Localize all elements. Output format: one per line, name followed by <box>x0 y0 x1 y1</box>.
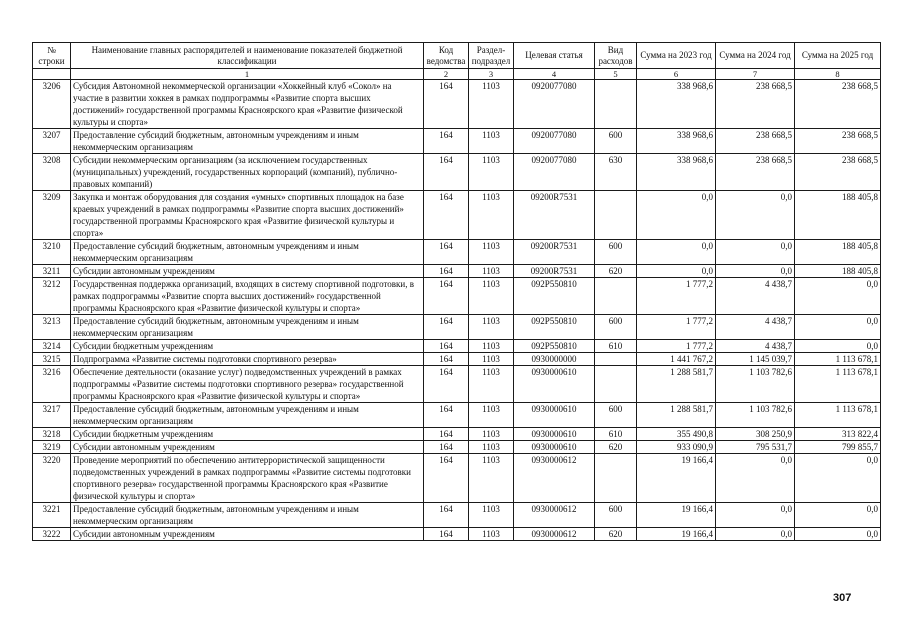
section-cell: 1103 <box>469 154 514 191</box>
sum-2025-cell: 1 113 678,1 <box>795 403 881 428</box>
sum-2024-cell: 4 438,7 <box>716 340 795 353</box>
section-cell: 1103 <box>469 441 514 454</box>
expense-kind-cell <box>595 366 637 403</box>
target-item-cell: 092P550810 <box>514 340 595 353</box>
column-number <box>33 69 71 80</box>
row-name-cell: Закупка и монтаж оборудования для создания «умных» спортивных площадок на базе краевых учреждений в рамках подпрограммы «Развитие спорта высших достижений» государственной программы Красноярского края «Развитие физической культуры и спорта» <box>71 191 424 240</box>
sum-2025-cell: 0,0 <box>795 278 881 315</box>
sum-2025-cell: 188 405,8 <box>795 191 881 240</box>
expense-kind-cell: 620 <box>595 441 637 454</box>
table-header <box>33 43 881 80</box>
target-item-cell: 0920077080 <box>514 154 595 191</box>
target-item-cell: 0930000612 <box>514 454 595 503</box>
sum-2024-cell: 308 250,9 <box>716 428 795 441</box>
table-row <box>33 366 881 403</box>
sum-2023-cell: 0,0 <box>637 265 716 278</box>
section-cell: 1103 <box>469 129 514 154</box>
sum-2025-cell: 0,0 <box>795 340 881 353</box>
sum-2025-cell: 0,0 <box>795 315 881 340</box>
header-target-item: Целевая статья <box>514 43 595 69</box>
row-number-cell: 3218 <box>33 428 71 441</box>
row-name-cell: Субсидии некоммерческим организациям (за исключением государственных (муниципальных) учреждений, государственных корпораций (компаний), публично-правовых компаний) <box>71 154 424 191</box>
expense-kind-cell: 600 <box>595 240 637 265</box>
column-number-row <box>33 69 881 80</box>
sum-2023-cell: 1 777,2 <box>637 315 716 340</box>
table-row <box>33 265 881 278</box>
sum-2023-cell: 1 288 581,7 <box>637 366 716 403</box>
target-item-cell: 09200R7531 <box>514 191 595 240</box>
sum-2024-cell: 0,0 <box>716 191 795 240</box>
expense-kind-cell <box>595 191 637 240</box>
sum-2024-cell: 238 668,5 <box>716 80 795 129</box>
target-item-cell: 092P550810 <box>514 315 595 340</box>
table-row <box>33 353 881 366</box>
page-number: 307 <box>833 592 852 604</box>
section-cell: 1103 <box>469 80 514 129</box>
sum-2023-cell: 338 968,6 <box>637 154 716 191</box>
target-item-cell: 09200R7531 <box>514 240 595 265</box>
row-name-cell: Субсидия Автономной некоммерческой организации «Хоккейный клуб «Сокол» на участие в развитии хоккея в рамках подпрограммы «Развитие спорта высших достижений» государственной программы Красноярского края «Развитие физической культуры и спорта» <box>71 80 424 129</box>
sum-2024-cell: 4 438,7 <box>716 278 795 315</box>
section-cell: 1103 <box>469 191 514 240</box>
row-name-cell: Субсидии автономным учреждениям <box>71 528 424 541</box>
row-name-cell: Подпрограмма «Развитие системы подготовки спортивного резерва» <box>71 353 424 366</box>
target-item-cell: 0930000612 <box>514 528 595 541</box>
row-number-cell: 3214 <box>33 340 71 353</box>
table-row <box>33 428 881 441</box>
row-name-cell: Субсидии автономным учреждениям <box>71 441 424 454</box>
section-cell: 1103 <box>469 528 514 541</box>
row-number-cell: 3213 <box>33 315 71 340</box>
expense-kind-cell <box>595 278 637 315</box>
department-code-cell: 164 <box>424 441 469 454</box>
expense-kind-cell: 620 <box>595 265 637 278</box>
target-item-cell: 0930000000 <box>514 353 595 366</box>
sum-2024-cell: 0,0 <box>716 265 795 278</box>
expense-kind-cell: 600 <box>595 315 637 340</box>
department-code-cell: 164 <box>424 278 469 315</box>
table-body <box>33 80 881 541</box>
sum-2023-cell: 338 968,6 <box>637 80 716 129</box>
department-code-cell: 164 <box>424 315 469 340</box>
department-code-cell: 164 <box>424 428 469 441</box>
row-number-cell: 3221 <box>33 503 71 528</box>
department-code-cell: 164 <box>424 340 469 353</box>
sum-2025-cell: 238 668,5 <box>795 154 881 191</box>
column-number: 2 <box>424 69 469 80</box>
department-code-cell: 164 <box>424 129 469 154</box>
expense-kind-cell <box>595 353 637 366</box>
row-name-cell: Предоставление субсидий бюджетным, автономным учреждениям и иным некоммерческим организациям <box>71 129 424 154</box>
expense-kind-cell <box>595 80 637 129</box>
row-number-cell: 3211 <box>33 265 71 278</box>
row-name-cell: Предоставление субсидий бюджетным, автономным учреждениям и иным некоммерческим организациям <box>71 240 424 265</box>
sum-2024-cell: 795 531,7 <box>716 441 795 454</box>
table-row <box>33 154 881 191</box>
column-number: 3 <box>469 69 514 80</box>
sum-2023-cell: 1 441 767,2 <box>637 353 716 366</box>
department-code-cell: 164 <box>424 454 469 503</box>
expense-kind-cell: 620 <box>595 528 637 541</box>
sum-2023-cell: 338 968,6 <box>637 129 716 154</box>
sum-2025-cell: 238 668,5 <box>795 80 881 129</box>
sum-2025-cell: 1 113 678,1 <box>795 366 881 403</box>
sum-2024-cell: 1 145 039,7 <box>716 353 795 366</box>
sum-2023-cell: 19 166,4 <box>637 503 716 528</box>
sum-2023-cell: 355 490,8 <box>637 428 716 441</box>
sum-2025-cell: 1 113 678,1 <box>795 353 881 366</box>
expense-kind-cell: 610 <box>595 340 637 353</box>
table-row <box>33 528 881 541</box>
row-number-cell: 3220 <box>33 454 71 503</box>
row-number-cell: 3210 <box>33 240 71 265</box>
header-name: Наименование главных распорядителей и наименование показателей бюджетной классификации <box>71 43 424 69</box>
sum-2024-cell: 0,0 <box>716 503 795 528</box>
row-number-cell: 3208 <box>33 154 71 191</box>
header-row-number: № строки <box>33 43 71 69</box>
column-number: 6 <box>637 69 716 80</box>
expense-kind-cell: 600 <box>595 403 637 428</box>
table-row <box>33 503 881 528</box>
target-item-cell: 0930000610 <box>514 428 595 441</box>
expense-kind-cell: 600 <box>595 129 637 154</box>
table-row <box>33 403 881 428</box>
row-number-cell: 3209 <box>33 191 71 240</box>
row-number-cell: 3207 <box>33 129 71 154</box>
section-cell: 1103 <box>469 353 514 366</box>
table-row <box>33 191 881 240</box>
row-number-cell: 3215 <box>33 353 71 366</box>
department-code-cell: 164 <box>424 265 469 278</box>
row-name-cell: Предоставление субсидий бюджетным, автономным учреждениям и иным некоммерческим организациям <box>71 315 424 340</box>
sum-2025-cell: 0,0 <box>795 528 881 541</box>
department-code-cell: 164 <box>424 80 469 129</box>
column-number: 8 <box>795 69 881 80</box>
section-cell: 1103 <box>469 503 514 528</box>
sum-2024-cell: 238 668,5 <box>716 154 795 191</box>
column-number: 7 <box>716 69 795 80</box>
sum-2025-cell: 188 405,8 <box>795 240 881 265</box>
sum-2025-cell: 0,0 <box>795 454 881 503</box>
target-item-cell: 0930000610 <box>514 403 595 428</box>
sum-2023-cell: 0,0 <box>637 191 716 240</box>
row-name-cell: Обеспечение деятельности (оказание услуг) подведомственных учреждений в рамках подпрограммы «Развитие системы подготовки спортивного резерва» государственной программы Красноярского края «Развитие физической культуры и спорта» <box>71 366 424 403</box>
department-code-cell: 164 <box>424 191 469 240</box>
target-item-cell: 092P550810 <box>514 278 595 315</box>
sum-2024-cell: 238 668,5 <box>716 129 795 154</box>
table-row <box>33 278 881 315</box>
sum-2023-cell: 19 166,4 <box>637 528 716 541</box>
department-code-cell: 164 <box>424 154 469 191</box>
section-cell: 1103 <box>469 240 514 265</box>
row-name-cell: Государственная поддержка организаций, входящих в систему спортивной подготовки, в рамках подпрограммы «Развитие спорта высших достижений» государственной программы Красноярского края «Развитие физической культуры и спорта» <box>71 278 424 315</box>
table-row <box>33 129 881 154</box>
row-number-cell: 3206 <box>33 80 71 129</box>
section-cell: 1103 <box>469 265 514 278</box>
target-item-cell: 09200R7531 <box>514 265 595 278</box>
row-number-cell: 3216 <box>33 366 71 403</box>
section-cell: 1103 <box>469 428 514 441</box>
sum-2023-cell: 1 777,2 <box>637 278 716 315</box>
sum-2023-cell: 0,0 <box>637 240 716 265</box>
sum-2025-cell: 188 405,8 <box>795 265 881 278</box>
row-number-cell: 3212 <box>33 278 71 315</box>
target-item-cell: 0920077080 <box>514 80 595 129</box>
expense-kind-cell: 610 <box>595 428 637 441</box>
sum-2024-cell: 0,0 <box>716 528 795 541</box>
row-name-cell: Предоставление субсидий бюджетным, автономным учреждениям и иным некоммерческим организациям <box>71 403 424 428</box>
department-code-cell: 164 <box>424 366 469 403</box>
row-name-cell: Субсидии бюджетным учреждениям <box>71 340 424 353</box>
row-name-cell: Проведение мероприятий по обеспечению антитеррористической защищенности подведомственных учреждений в рамках подпрограммы «Развитие системы подготовки спортивного резерва» государственной программы Красноярского края «Развитие физической культуры и спорта» <box>71 454 424 503</box>
sum-2024-cell: 0,0 <box>716 240 795 265</box>
sum-2023-cell: 933 090,9 <box>637 441 716 454</box>
expense-kind-cell <box>595 454 637 503</box>
header-sum-2023: Сумма на 2023 год <box>637 43 716 69</box>
department-code-cell: 164 <box>424 528 469 541</box>
sum-2023-cell: 1 777,2 <box>637 340 716 353</box>
table-row <box>33 80 881 129</box>
sum-2023-cell: 1 288 581,7 <box>637 403 716 428</box>
sum-2023-cell: 19 166,4 <box>637 454 716 503</box>
section-cell: 1103 <box>469 366 514 403</box>
row-number-cell: 3222 <box>33 528 71 541</box>
department-code-cell: 164 <box>424 240 469 265</box>
target-item-cell: 0930000610 <box>514 366 595 403</box>
column-number: 4 <box>514 69 595 80</box>
sum-2025-cell: 799 855,7 <box>795 441 881 454</box>
section-cell: 1103 <box>469 315 514 340</box>
expense-kind-cell: 600 <box>595 503 637 528</box>
department-code-cell: 164 <box>424 503 469 528</box>
sum-2024-cell: 0,0 <box>716 454 795 503</box>
sum-2025-cell: 0,0 <box>795 503 881 528</box>
row-name-cell: Субсидии автономным учреждениям <box>71 265 424 278</box>
table-row <box>33 340 881 353</box>
row-name-cell: Субсидии бюджетным учреждениям <box>71 428 424 441</box>
section-cell: 1103 <box>469 454 514 503</box>
section-cell: 1103 <box>469 403 514 428</box>
column-number: 1 <box>71 69 424 80</box>
budget-table <box>32 42 881 541</box>
row-number-cell: 3217 <box>33 403 71 428</box>
header-expense-kind: Вид расходов <box>595 43 637 69</box>
target-item-cell: 0920077080 <box>514 129 595 154</box>
header-section: Раздел-подраздел <box>469 43 514 69</box>
department-code-cell: 164 <box>424 353 469 366</box>
header-department-code: Код ведомства <box>424 43 469 69</box>
sum-2025-cell: 313 822,4 <box>795 428 881 441</box>
table-row <box>33 240 881 265</box>
header-sum-2025: Сумма на 2025 год <box>795 43 881 69</box>
row-name-cell: Предоставление субсидий бюджетным, автономным учреждениям и иным некоммерческим организациям <box>71 503 424 528</box>
target-item-cell: 0930000612 <box>514 503 595 528</box>
section-cell: 1103 <box>469 278 514 315</box>
header-sum-2024: Сумма на 2024 год <box>716 43 795 69</box>
sum-2025-cell: 238 668,5 <box>795 129 881 154</box>
table-row <box>33 315 881 340</box>
department-code-cell: 164 <box>424 403 469 428</box>
column-number: 5 <box>595 69 637 80</box>
row-number-cell: 3219 <box>33 441 71 454</box>
target-item-cell: 0930000610 <box>514 441 595 454</box>
section-cell: 1103 <box>469 340 514 353</box>
sum-2024-cell: 1 103 782,6 <box>716 403 795 428</box>
sum-2024-cell: 1 103 782,6 <box>716 366 795 403</box>
sum-2024-cell: 4 438,7 <box>716 315 795 340</box>
table-row <box>33 441 881 454</box>
expense-kind-cell: 630 <box>595 154 637 191</box>
table-row <box>33 454 881 503</box>
